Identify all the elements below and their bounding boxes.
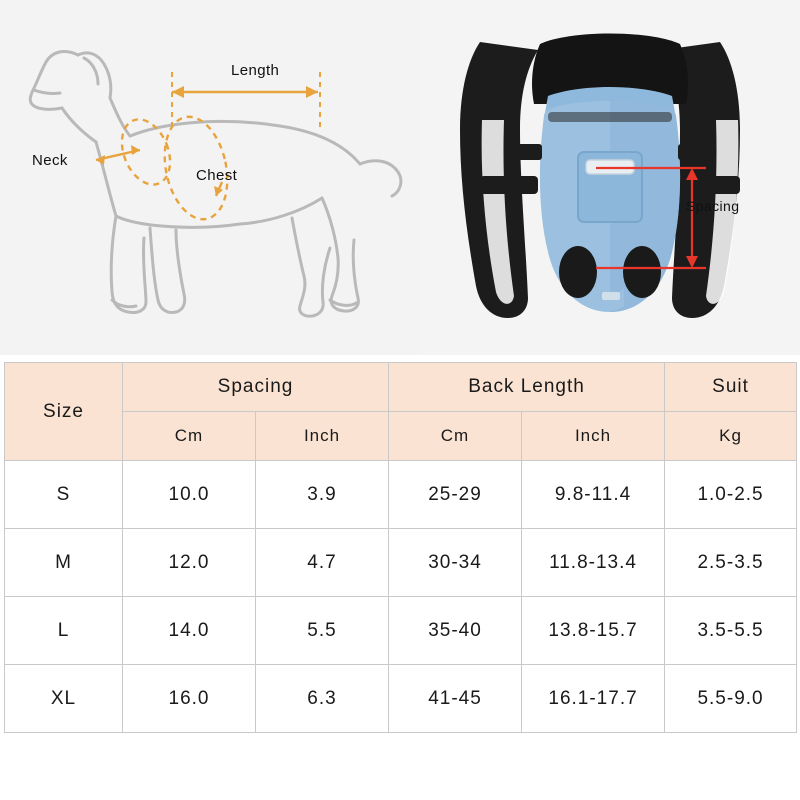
cell-suit-kg: 5.5-9.0 <box>665 665 797 733</box>
cell-spacing-cm: 12.0 <box>123 529 256 597</box>
header-back-cm: Cm <box>389 412 522 461</box>
cell-back-inch: 16.1-17.7 <box>522 665 665 733</box>
table-header-row-primary <box>5 363 797 412</box>
cell-size: M <box>5 529 123 597</box>
cell-size: XL <box>5 665 123 733</box>
cell-back-cm: 25-29 <box>389 461 522 529</box>
table-row <box>5 597 797 665</box>
table-head <box>5 363 797 461</box>
label-chest: Chest <box>196 167 238 184</box>
table-row <box>5 529 797 597</box>
header-suit: Suit <box>665 363 797 412</box>
header-spacing: Spacing <box>123 363 389 412</box>
cell-back-cm: 30-34 <box>389 529 522 597</box>
cell-suit-kg: 2.5-3.5 <box>665 529 797 597</box>
cell-back-cm: 35-40 <box>389 597 522 665</box>
label-length: Length <box>231 62 280 79</box>
dog-measurement-diagram <box>0 0 420 355</box>
header-spacing-inch: Inch <box>256 412 389 461</box>
cell-spacing-cm: 10.0 <box>123 461 256 529</box>
table-header-row-secondary <box>5 412 797 461</box>
header-spacing-cm: Cm <box>123 412 256 461</box>
product-photo <box>420 0 800 355</box>
table-body <box>5 461 797 733</box>
cell-back-inch: 9.8-11.4 <box>522 461 665 529</box>
cell-back-inch: 13.8-15.7 <box>522 597 665 665</box>
cell-suit-kg: 3.5-5.5 <box>665 597 797 665</box>
table-row <box>5 665 797 733</box>
size-table-wrapper <box>4 362 796 733</box>
header-back-length: Back Length <box>389 363 665 412</box>
cell-spacing-cm: 14.0 <box>123 597 256 665</box>
label-neck: Neck <box>32 152 68 169</box>
cell-size: S <box>5 461 123 529</box>
cell-spacing-cm: 16.0 <box>123 665 256 733</box>
size-table <box>4 362 797 733</box>
cell-spacing-inch: 5.5 <box>256 597 389 665</box>
header-back-inch: Inch <box>522 412 665 461</box>
label-spacing-photo: Spacing <box>686 198 740 214</box>
cell-spacing-inch: 6.3 <box>256 665 389 733</box>
table-row <box>5 461 797 529</box>
cell-size: L <box>5 597 123 665</box>
header-size: Size <box>5 363 123 461</box>
cell-back-inch: 11.8-13.4 <box>522 529 665 597</box>
cell-back-cm: 41-45 <box>389 665 522 733</box>
cell-suit-kg: 1.0-2.5 <box>665 461 797 529</box>
illustration-area <box>0 0 800 360</box>
cell-spacing-inch: 3.9 <box>256 461 389 529</box>
cell-spacing-inch: 4.7 <box>256 529 389 597</box>
header-suit-kg: Kg <box>665 412 797 461</box>
carrier-illustration-svg <box>420 0 800 355</box>
